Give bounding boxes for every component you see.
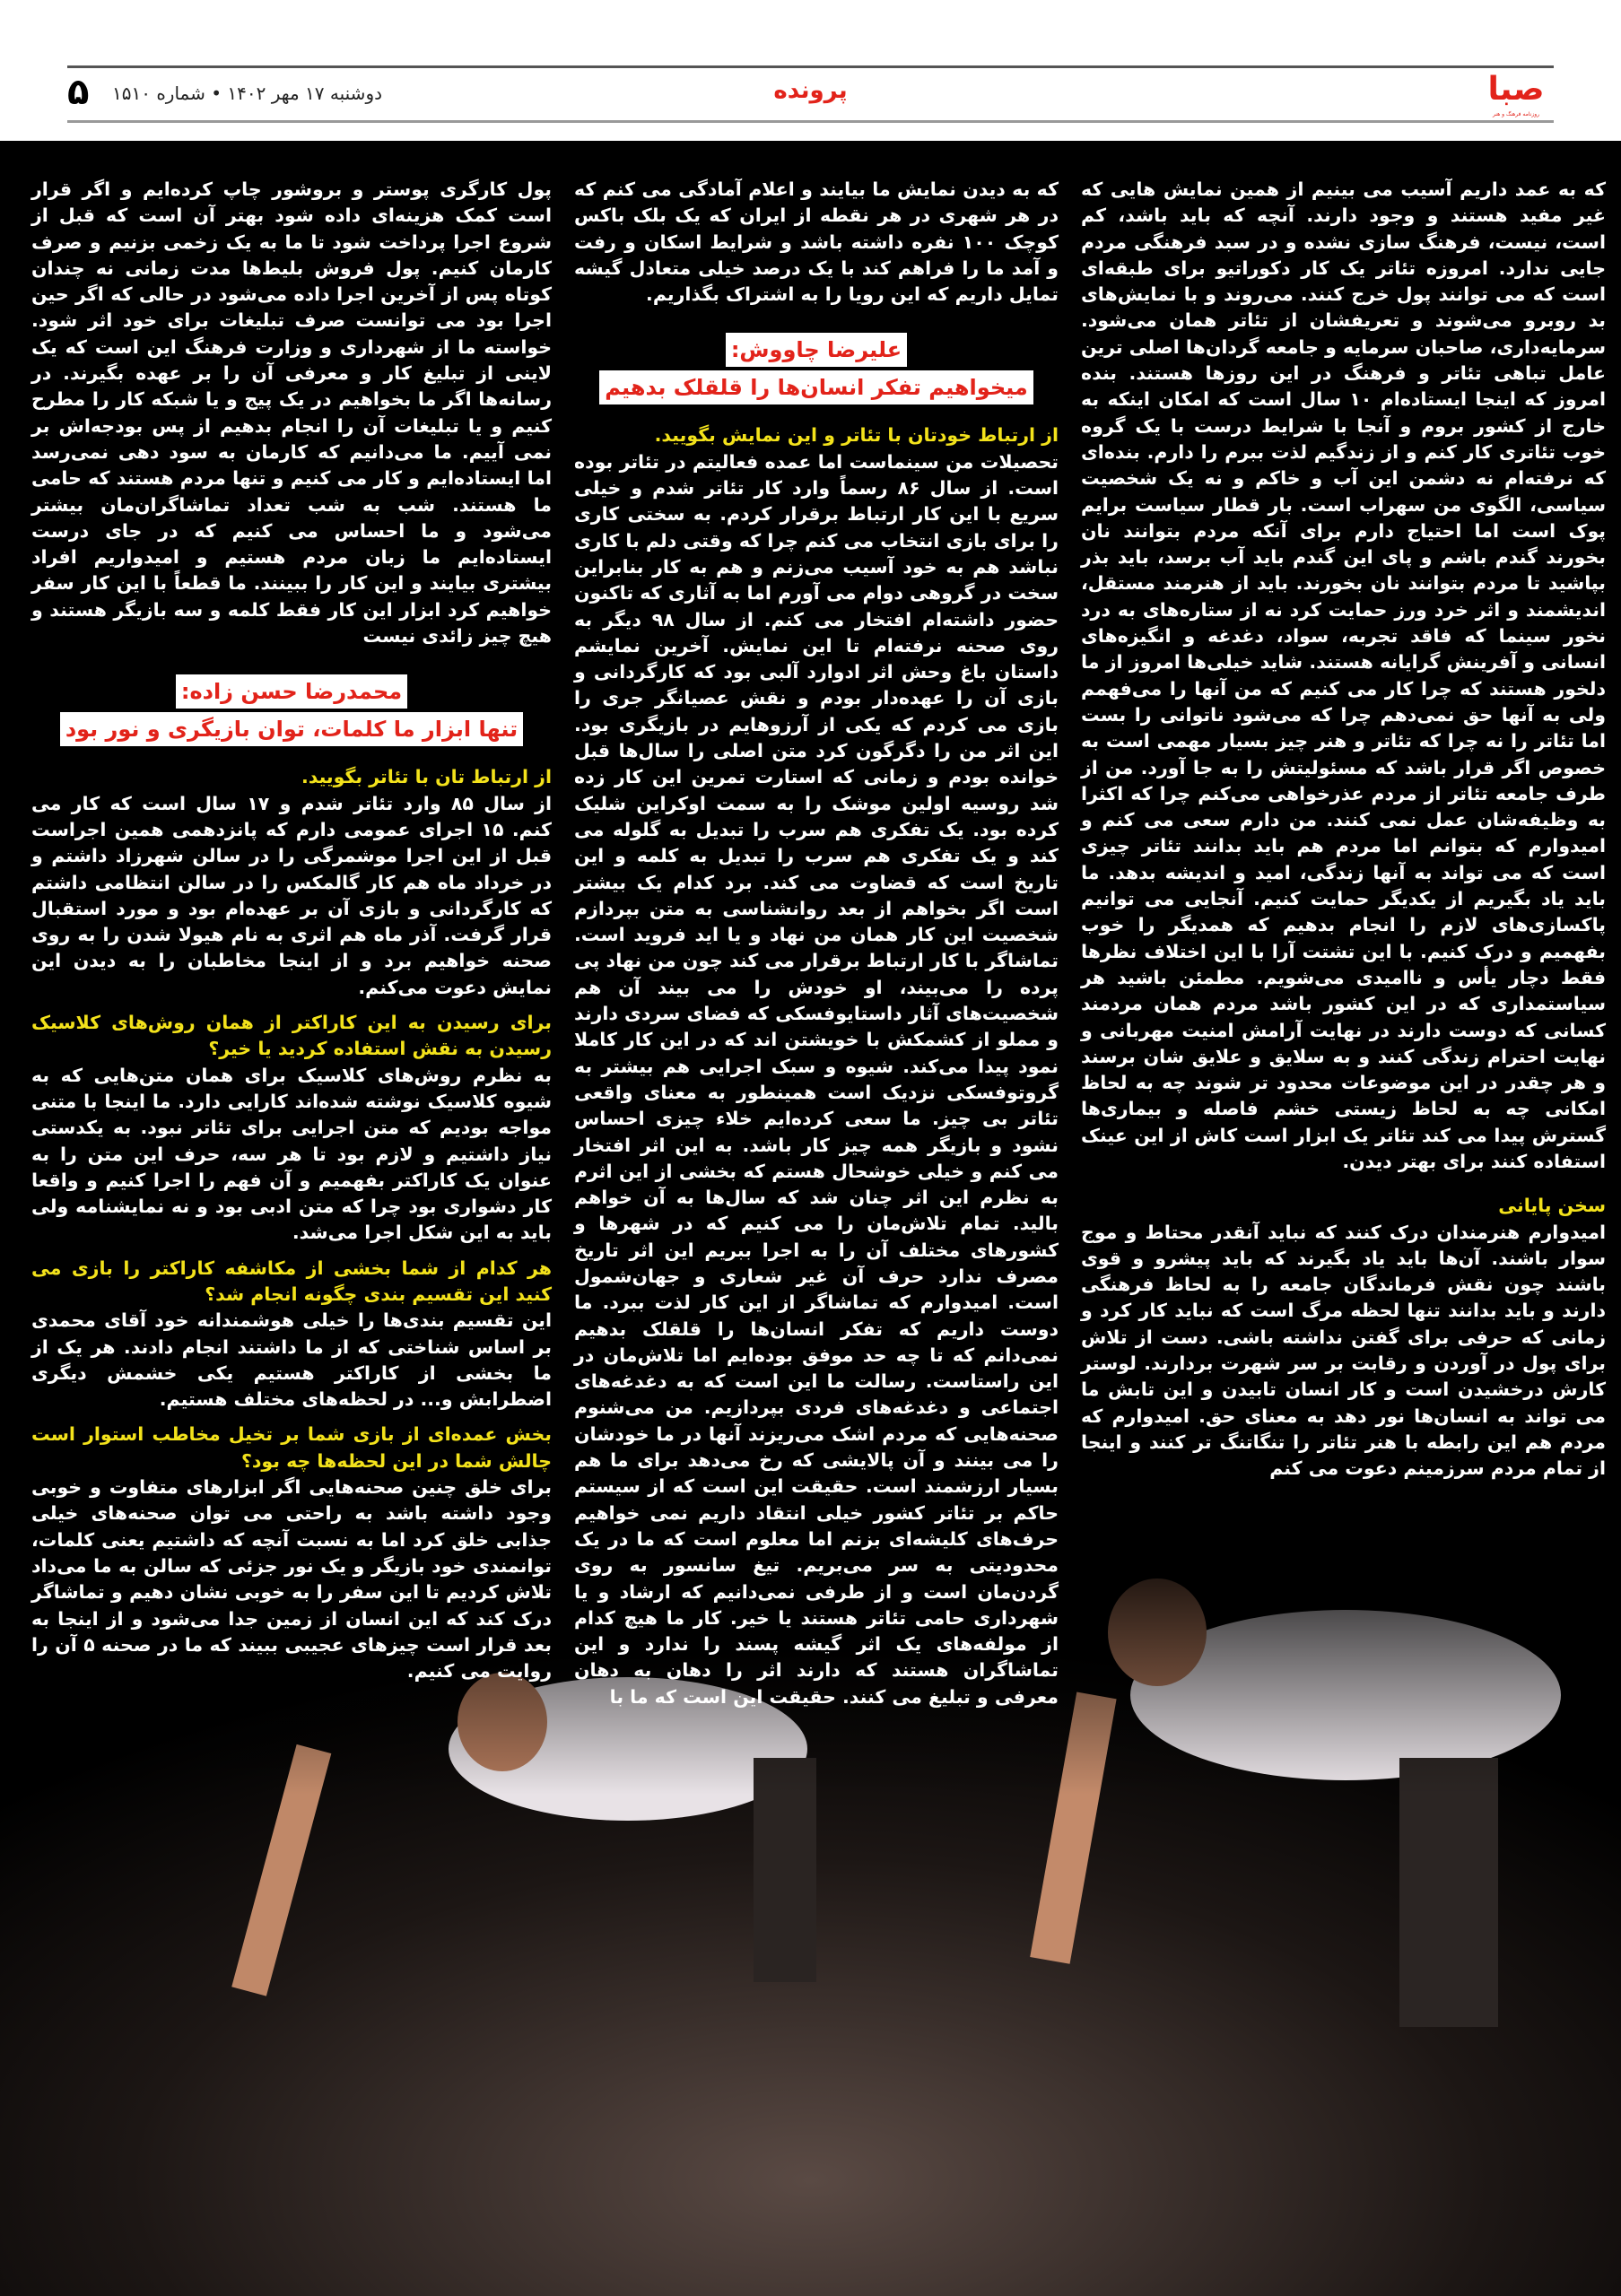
section-title: پرونده <box>773 77 848 104</box>
interview-answer: تحصیلات من سینماست اما عمده فعالیتم در تئاتر بوده است. از سال ۸۶ رسماً وارد کار تئاتر شدم و خیلی سریع با این کار ارتباط برقرار کردم. به سختی کاری را برای بازی انتخاب می کنم چرا که وقتی دلم با کاری نباشد هم به خود آسیب می‌زنم و هم به کار بنابراین سخت در گروهی دوام می آورم اما به آثاری که تاکنون حضور داشته‌ام افتخار می کنم. از سال ۹۸ دیگر به روی صحنه نرفته‌ام تا این نمایش. آخرین نمایشم داستان باغ وحش اثر ادوارد آلبی بود که کارگردانی و بازی آن را عهده‌دار بودم و نقش عصیانگر جری را بازی می کردم که یکی از آرزوهایم در بازیگری بود. این اثر من را دگرگون کرد متن اصلی را سال‌ها قبل خوانده بودم و زمانی که استارت تمرین این کار زده شد روسیه اولین موشک را به سمت اوکراین شلیک کرده بود. یک تفکری هم سرب را تبدیل به گلوله می کند و یک تفکری هم سرب را تبدیل به کلمه و این تاریخ است که قضاوت می کند. برد کدام یک بیشتر است اگر بخواهم از بعد روانشناسی به متن بپردازم شخصیت این کار همان من نهاد و یا اید فروید است. تماشاگر با کار ارتباط برقرار می کند چون من نهاد پی پرده را می‌بیند، او خودش را می بیند آن هم شخصیت‌های آثار داستایوفسکی که فضای سردی دارند و مملو از کشمکش با خویشتن اند که در این کار کاملا نمود پیدا می‌کند. شیوه و سبک اجرایی هم بیشتر به گروتوفسکی نزدیک است همینطور به معنای واقعی تئاتر بی چیز. ما سعی کرده‌ایم خلاء چیزی احساس نشود و بازیگر همه چیز کار باشد. به این اثر افتخار می کنم و خیلی خوشحال هستم که بخشی از این اثرم به نظرم این اثر چنان شد که سال‌ها به آن خواهم بالید. تمام تلاش‌مان را می کنیم که در شهرها و کشورهای مختلف آن را به اجرا ببریم این اثر تاریخ مصرف ندارد حرف آن غیر شعاری و جهان‌شمول است. امیدوارم که تماشاگر از این کار لذت ببرد. ما دوست داریم که تفکر انسان‌ها را قلقلک بدهیم نمی‌دانم که تا چه حد موفق بوده‌ایم اما تلاش‌مان در این راستاست. رسالت ما این است که به دغدغه‌های اجتماعی و دغدغه‌های فردی بپردازیم. من می‌شنوم صحنه‌هایی که مردم اشک می‌ریزند آنها در ما خودشان را می بینند و آن پالایشی که رخ می‌دهد برای ما هم بسیار ارزشمند است. حقیقت این است که از سیستم حاکم بر تئاتر کشور خیلی انتقاد داریم نمی خواهیم حرف‌های کلیشه‌ای بزنم اما معلوم است که ما در یک محدودیتی به سر می‌بریم. تیغ سانسور به روی گردن‌مان است و از طرفی نمی‌دانیم که ارشاد و یا شهرداری حامی تئاتر هستند یا خیر. کار ما هیچ کدام از مولفه‌های یک اثر گیشه پسند را ندارد و این تماشاگران هستند که دارند اثر را دهان به دهان معرفی و تبلیغ می کنند. حقیقت این است که ما با <box>574 450 1059 1708</box>
interview-headline: میخواهیم تفکر انسان‌ها را قلقلک بدهیم <box>599 370 1033 404</box>
interview-question: هر کدام از شما بخشی از مکاشفه کاراکتر را بازی می کنید این تقسیم بندی چگونه انجام شد؟ <box>31 1257 552 1305</box>
header-bottom-rule <box>67 120 1554 123</box>
interview-answer: برای خلق چنین صحنه‌هایی اگر ابزارهای متفاوت و خوبی وجود داشته باشد به راحتی می توان صحنه‌های خیلی جذابی خلق کرد اما به نسبت آنچه که داشتیم یعنی کلمات، توانمندی خود بازیگر و یک نور جزئی که سالن به ما می‌داد تلاش کردیم تا این سفر را به خوبی نشان دهیم و تماشاگر درک کند که این انسان از زمین جدا می‌شود و از اینجا به بعد قرار است چیزهای عجیبی ببیند که ما در صحنه ۵ آن را روایت می کنیم. <box>31 1476 552 1683</box>
body-paragraph: امیدوارم هنرمندان درک کنند که نباید آنقدر محتاط و موج سوار باشند. آن‌ها باید یاد بگیرند که باید پیشرو و قوی باشند چون نقش فرماندگان جامعه را به لحاظ فرهنگی دارند و باید بدانند تنها لحظه مرگ است که نباید کار کرد و زمانی که حرفی برای گفتن نداشته باشی. دست از تلاش برای پول در آوردن و رقابت بر سر شهرت بردارند. لوستر کارش درخشیدن است و کار انسان تابیدن و این تابش ما می تواند به انسان‌ها نور دهد به معنای حق. امیدوارم که مردم هم این رابطه با هنر تئاتر را تنگاتنگ تر کنند و اینجا از تمام مردم سرزمینم دعوت می کنم <box>1081 1221 1606 1480</box>
interview-answer: این تقسیم بندی‌ها را خیلی هوشمندانه خود آقای محمدی بر اساس شناختی که از ما داشتند انجام دادند. هر یک از ما بخشی از کاراکتر هستیم یکی خشمش دیگری اضطرابش و... در لحظه‌های مختلف هستیم. <box>31 1309 552 1411</box>
interview-title-box <box>31 673 552 748</box>
interview-question: برای رسیدن به این کاراکتر از همان روش‌های کلاسیک رسیدن به نقش استفاده کردید یا خیر؟ <box>31 1012 552 1060</box>
article-column-right <box>1081 177 1606 1483</box>
logo-subtitle: روزنامه فرهنگ و هنر <box>1492 111 1540 117</box>
interviewee-name: محمدرضا حسن زاده: <box>176 674 407 709</box>
interview-question: از ارتباط تان با تئاتر بگویید. <box>301 766 552 788</box>
section-heading-final-words: سخن پایانی <box>1498 1195 1606 1217</box>
interview-answer: به نظرم روش‌های کلاسیک برای همان متن‌هایی که به شیوه کلاسیک نوشته شده‌اند کارایی دارد. ما اینجا با متنی مواجه بودیم که متن اجرایی برای تئاتر نبود. به یکدستی نیاز داشتیم و لازم بود تا هر سه، حرف این متن را به عنوان یک کاراکتر بفهمیم و آن فهم را اجرا کنیم و واقعا کار دشواری بود چرا که متن ادبی بود و نه نمایشنامه ولی باید به این شکل اجرا می‌شد. <box>31 1064 552 1244</box>
article-column-middle <box>574 177 1059 1710</box>
header-top-rule <box>67 65 1554 68</box>
dateline: دوشنبه ۱۷ مهر ۱۴۰۲ • شماره ۱۵۱۰ <box>112 83 383 104</box>
article-column-left <box>31 177 552 1684</box>
body-paragraph: پول کارگری پوستر و بروشور چاپ کرده‌ایم و اگر قرار است کمک هزینه‌ای داده شود بهتر آن است که قبل از شروع اجرا پرداخت شود تا ما به یک زخمی بزنیم و صرف کارمان کنیم. پول فروش بلیط‌ها مدت زمانی نه چندان کوتاه پس از آخرین اجرا داده می‌شود در حالی که اگر حین اجرا بود می توانست صرف تبلیغات برای خود اثر شود. خواسته ما از شهرداری و وزارت فرهنگ این است که یک لاینی از تبلیغ کار و معرفی آن را بر عهده بگیرند. در رسانه‌ها اگر ما بخواهیم در یک پیج و یا شبکه کار را مطرح کنیم و یا تبلیغات آن را انجام بدهیم از پس بودجه‌اش بر نمی آییم. ما می‌دانیم که کارمان به سود دهی نمی‌رسد اما ایستاده‌ایم و کار می کنیم و تنها مردم هستند که حامی ما هستند. شب به شب تعداد تماشاگران‌مان بیشتر می‌شود و ما احساس می کنیم که در جای درست ایستاده‌ایم ما زبان مردم هستیم و امیدواریم افراد بیشتری بیایند و این کار را ببینند. ما قطعاً با این کار سفر خواهیم کرد ابزار این کار فقط کلمه و سه بازیگر هستند و هیچ چیز زائدی نیست <box>31 178 552 648</box>
interviewee-name: علیرضا چاووش: <box>726 333 907 367</box>
body-paragraph: که به دیدن نمایش ما بیایند و اعلام آمادگی می کنم که در هر شهری در هر نقطه از ایران که یک بلک باکس کوچک ۱۰۰ نفره داشته باشد و شرایط اسکان و رفت و آمد ما را فراهم کند با یک درصد خیلی متعادل گیشه تمایل داریم که این رویا را به اشتراک بگذاریم. <box>574 178 1059 306</box>
interview-title-box <box>574 331 1059 406</box>
body-paragraph: که به عمد داریم آسیب می بینیم از همین نمایش هایی که غیر مفید هستند و وجود دارند. آنچه که باید باشد، کم است، نیست، فرهنگ سازی نشده و در سبد فرهنگی مردم جایی ندارد. امروزه تئاتر یک کار دکوراتیو برای طبقه‌ای است که می توانند پول خرج کنند. می‌روند و با نمایش‌های بد روبرو می‌شوند و تعریفشان از تئاتر همان می‌شود. سرمایه‌داری، صاحبان سرمایه و جامعه گردان‌ها اصلی ترین عامل تباهی تئاتر و فرهنگ در این روزها هستند. بنده امروز که اینجا ایستاده‌ام ۱۰ سال است که امکان اینکه به خارج از کشور بروم و آنجا با شرایط درست با یک گروه خوب تئاتری کار کنم و از زندگیم لذت ببرم را دارم. بنده‌ای که نرفته‌ام نه دشمن این آب و خاکم و نه یک شخصیت سیاسی، الگوی من سهراب است. بار قطار سیاست برایم پوک است اما احتیاج دارم برای آنکه مردم بتوانند نان بخورند گندم باشم و پای این گندم باید آب برسد، باید بذر بپاشید تا مردم بتوانند نان بخورند. باید از هنرمند مستقل، اندیشمند و اثر خرد ورز حمایت کرد نه از ستاره‌های به درد نخور سینما که فاقد تجربه، سواد، دغدغه و انگیزه‌های انسانی و آفرینش گرایانه هستند. شاید خیلی‌ها امروز از ما دلخور هستند که چرا کار می کنیم که من آنها را می‌فهمم ولی به آنها حق نمی‌دهم چرا که می‌شود ناتوانی را بست اما تئاتر را نه چرا که تئاتر و هنر چیز بسیار مهمی است به خصوص اگر قرار باشد که مسئولیتش را به جا آورد. من از طرف جامعه تئاتر از مردم عذرخواهی می‌کنم چرا که اکثرا به وظیفه‌شان عمل نمی کنند. من دارم سعی می کنم و امیدوارم که بتوانم اما مردم هم باید بدانند تئاتر چیزی است که می تواند به آنها زندگی، امید و اندیشه بدهد. ما باید یاد بگیریم از یکدیگر حمایت کنیم. آنجایی می توانیم پاکسازی‌های لازم را انجام بدهیم که همدیگر را خوب بفهمیم و درک کنیم. با این تشتت آرا با این اختلاف نظرها فقط دچار یأس و ناامیدی می‌شویم. مطمئن باشید هر سیاستمداری که در این کشور باشد مردم همان مردمند کسانی که دوست دارند در نهایت آرامش امنیت مهربانی و نهایت احترام زندگی کنند و به سلایق و علایق شان برسند و هر چقدر در این موضوعات محدود تر شوند چه به لحاظ امکانی چه به لحاظ زیستی خشم فاصله و بیماری‌ها گسترش پیدا می کند تئاتر یک ابزار است کاش از این عینک استفاده کنند برای بهتر دیدن. <box>1081 178 1606 1172</box>
page-number: ۵ <box>67 72 90 113</box>
page-header <box>0 0 1621 141</box>
logo-text: صبا <box>1487 71 1545 108</box>
interview-headline: تنها ابزار ما کلمات، توان بازیگری و نور بود <box>60 712 523 746</box>
interview-answer: از سال ۸۵ وارد تئاتر شدم و ۱۷ سال است که کار می کنم. ۱۵ اجرای عمومی دارم که پانزدهمی همین اجراست قبل از این اجرا موشمرگی را در سالن شهرزاد داشتم و در خرداد ماه هم کار گالمکس را در سالن انتظامی داشتم که کارگردانی و بازی آن بر عهده‌ام بود و مورد استقبال قرار گرفت. آذر ماه هم اثری به نام هیولا شدن را به روی صحنه خواهیم برد و از اینجا مخاطبان را به دیدن این نمایش دعوت می‌کنم. <box>31 792 552 998</box>
interview-question: از ارتباط خودتان با تئاتر و این نمایش بگویید. <box>654 424 1059 447</box>
interview-question: بخش عمده‌ای از بازی شما بر تخیل مخاطب استوار است چالش شما در این لحظه‌ها چه بود؟ <box>31 1423 552 1472</box>
